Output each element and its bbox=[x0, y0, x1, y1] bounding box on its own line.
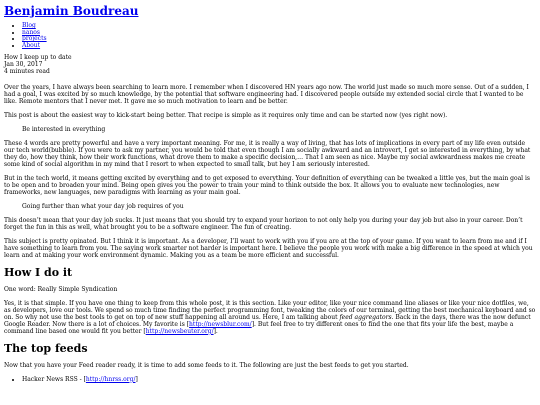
quote-interested: Be interested in everything bbox=[22, 125, 106, 133]
newsbeuter-link[interactable]: http://newsbeuter.org/ bbox=[145, 327, 214, 335]
heading-how-i-do-it: How I do it bbox=[4, 265, 73, 279]
newsblur-link[interactable]: http://newsblur.com/ bbox=[189, 320, 252, 328]
paragraph-one-word: One word: Really Simple Syndication bbox=[4, 285, 118, 293]
feed-suffix: ] bbox=[135, 375, 138, 383]
rss-text-3: ]. But feel free to try different ones to find the one that fits your life the best, maybe a command line based one would fit you better [ bbox=[4, 320, 514, 335]
paragraph-four-words: These 4 words are pretty powerful and have a very important meaning. For me, it is really a way of living, that has lots of implications in every part of my life even outside our tech world(bubble). If you were to ask my partner, you would be told that even though I am socially awkward and an introvert, I get so interested in everything, by what they do, how they think, how their work functions, what drove them to make a specific decision,… That I am seen as nice. Maybe my social awkwardness makes me create some kind of social algorithm in my mind that I resort to when expected to small talk, but hey I am seriously interested. bbox=[4, 139, 531, 168]
main-nav bbox=[4, 23, 536, 49]
feed-list bbox=[4, 376, 536, 383]
site-title bbox=[4, 4, 536, 19]
paragraph-rss bbox=[4, 300, 536, 335]
paragraph-opinated: This subject is pretty opinated. But I think it is important. As a developer, I’ll want to work with you if you are at the top of your game. If you want to learn from me and if I have something to learn from you. The saying work smarter not harder is important here. I believe the people you work with make a big difference in the speed at which you learn and at making your work environment dynamic. Making you as a team be more efficient and successful. bbox=[4, 237, 533, 259]
paragraph-tech-world: But in the tech world, it means getting excited by everything and to get exposed to everything. Your definition of everything can be tweaked a little yes, but the main goal is to be open and to broaden your mind. Being open gives you the power to train your mind to think outside the box. It allows you to evaluate new technologies, new frameworks, new languages, new paradigms with learning as your main goal. bbox=[4, 174, 530, 196]
nav-link-nanos[interactable]: nanos bbox=[22, 28, 40, 36]
paragraph-feeds-intro: Now that you have your Feed reader ready, it is time to add some feeds to it. The following are just the best feeds to get you started. bbox=[4, 361, 409, 369]
post-read-time: 4 minutes read bbox=[4, 67, 50, 75]
feed-item bbox=[22, 376, 536, 383]
nav-link-projects[interactable]: projects bbox=[22, 35, 47, 43]
paragraph-day-job: This doesn’t mean that your day job sucks. It just means that you should try to expand your horizon to not only help you during your day job but also in your career. Don’t forget the fun in this as well, what brought you to be a software engineer. The fun of creating. bbox=[4, 216, 523, 231]
nav-item-blog bbox=[22, 23, 536, 30]
nav-link-blog[interactable]: Blog bbox=[22, 22, 36, 29]
feed-prefix: Hacker News RSS - [ bbox=[22, 375, 86, 383]
feed-link-hnrss[interactable]: http://hnrss.org/ bbox=[85, 375, 136, 383]
rss-text-4: ]. bbox=[213, 327, 218, 335]
post-title: How I keep up to date bbox=[4, 54, 72, 62]
rss-text-1: Yes, it is that simple. If you have one thing to keep from this whole post, it is this section. Like your editor, like your nice command line aliases or like your nice dotfiles, we, as developers, love our tools. We spend so much time finding the perfect programming font, tweaking the colors of our terminal, getting the best mechanical keyboard and so on. So why not use the best tools to get on top of new stuff happening all around us. Here, I am talking about bbox=[4, 299, 536, 321]
rss-text-2: . Back in the days, there was the now defunct Google Reader. Now there is a lot of choices. My favorite is [ bbox=[4, 313, 531, 328]
nav-link-about[interactable]: About bbox=[22, 41, 41, 49]
nav-item-about bbox=[22, 43, 536, 50]
heading-top-feeds: The top feeds bbox=[4, 341, 88, 355]
post-date: Jan 30, 2017 bbox=[4, 61, 43, 69]
site-title-link[interactable]: Benjamin Boudreau bbox=[4, 4, 139, 18]
nav-item-nanos bbox=[22, 30, 536, 37]
paragraph-intro: Over the years, I have always been searching to learn more. I remember when I discovered HN years ago now. The world just made so much more sense. Out of a sudden, I had a goal, I was excited by so much knowledge, by the potential that software engineering had. I discovered people outside my extended social circle that I wanted to be like. Remote mentors that I never met. It gave me so much motivation to learn and be better. bbox=[4, 83, 529, 105]
quote-day-job: Going further than what your day job requires of you bbox=[22, 202, 184, 210]
nav-item-projects bbox=[22, 36, 536, 43]
rss-emphasis: feed aggregators bbox=[339, 313, 392, 321]
post-meta bbox=[4, 55, 536, 75]
paragraph-kickstart: This post is about the easiest way to kick-start being better. That recipe is simple as it requires only time and can be started now (yes right now). bbox=[4, 111, 448, 119]
